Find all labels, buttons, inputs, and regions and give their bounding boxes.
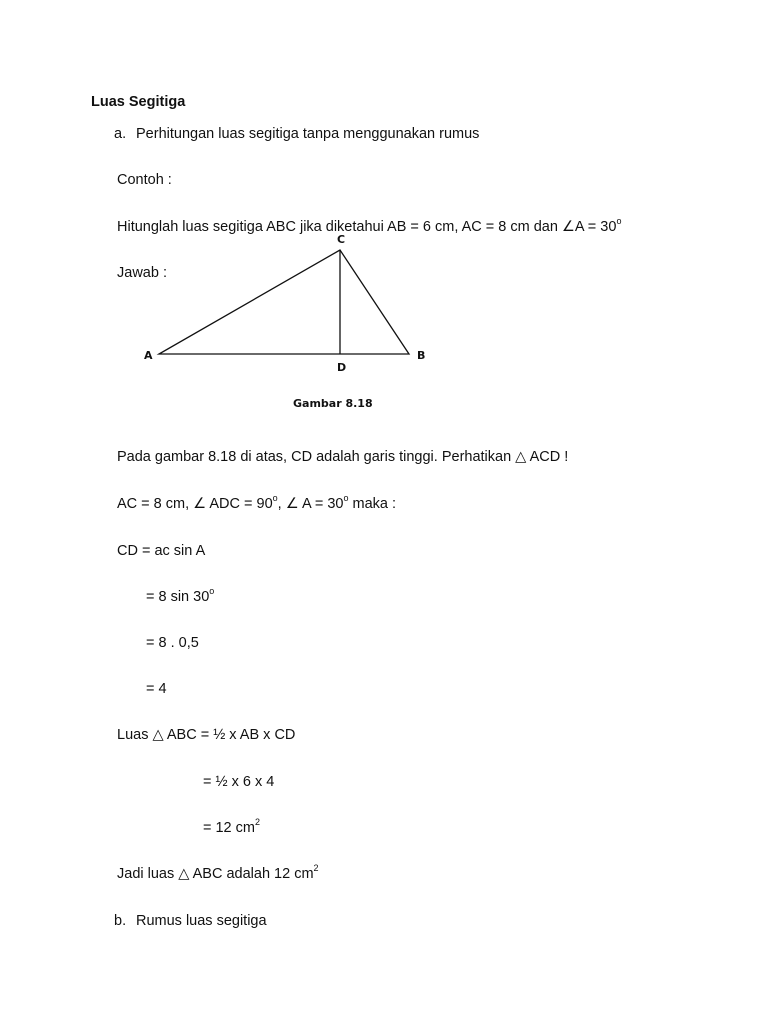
- cd-step-1: CD = ac sin A: [117, 543, 206, 559]
- problem-degree: o: [616, 216, 622, 227]
- area-step-1: Luas △ ABC = ½ x AB x CD: [117, 727, 296, 743]
- conclusion-exponent: 2: [313, 863, 319, 874]
- jawab-label: Jawab :: [117, 265, 167, 281]
- area-step-3: [203, 819, 260, 837]
- problem-text: Hitunglah luas segitiga ABC jika diketahui AB = 6 cm, AC = 8 cm dan ∠A = 30: [117, 219, 617, 235]
- given-part-3: maka :: [348, 496, 397, 512]
- given-values: [117, 495, 396, 513]
- figure-caption: Gambar 8.18: [293, 397, 373, 410]
- cd-step-2: [146, 588, 214, 606]
- section-a-marker: a.: [114, 126, 127, 142]
- area-step-3-text: = 12 cm: [203, 820, 255, 836]
- triangle-figure: [0, 0, 768, 420]
- cd-step-3: = 8 . 0,5: [146, 635, 199, 651]
- section-b-heading: Rumus luas segitiga: [136, 913, 267, 929]
- given-part-2: , ∠ A = 30: [277, 496, 344, 512]
- vertex-label-c: C: [337, 233, 346, 246]
- vertex-label-a: A: [144, 349, 153, 362]
- cd-step-2-degree: o: [209, 586, 215, 597]
- cd-step-2-text: = 8 sin 30: [146, 589, 210, 605]
- area-step-3-exponent: 2: [254, 817, 260, 828]
- conclusion-body: Jadi luas △ ABC adalah 12 cm: [117, 866, 314, 882]
- section-b-marker: b.: [114, 913, 127, 929]
- conclusion-text: [117, 865, 319, 883]
- triangle-abc: [159, 250, 409, 354]
- section-a-heading: Perhitungan luas segitiga tanpa menggunakan rumus: [136, 126, 480, 142]
- cd-step-4: = 4: [146, 681, 167, 697]
- given-degree-1: o: [272, 493, 278, 504]
- contoh-label: Contoh :: [117, 172, 172, 188]
- page-title: Luas Segitiga: [91, 94, 186, 110]
- vertex-label-b: B: [417, 349, 426, 362]
- observation-text: Pada gambar 8.18 di atas, CD adalah garis tinggi. Perhatikan △ ACD !: [117, 449, 569, 465]
- given-part-1: AC = 8 cm, ∠ ADC = 90: [117, 496, 273, 512]
- foot-label-d: D: [337, 361, 347, 374]
- area-step-2: = ½ x 6 x 4: [203, 774, 275, 790]
- given-degree-2: o: [343, 493, 349, 504]
